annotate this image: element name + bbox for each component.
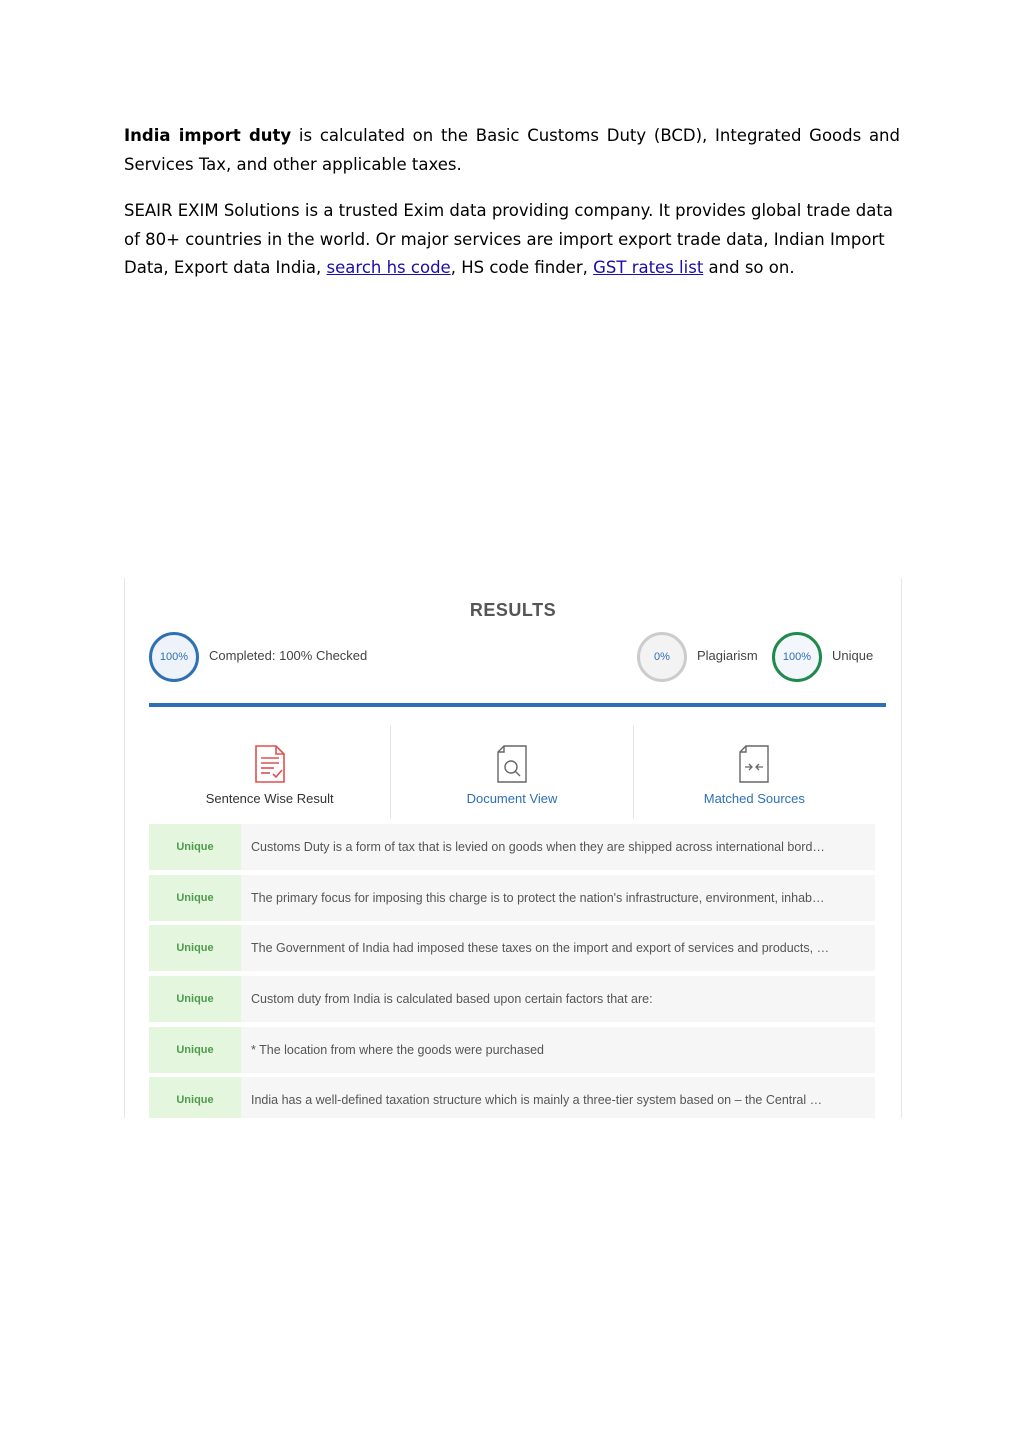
sentence-text: The Government of India had imposed these taxes on the import and export of services and products, …	[251, 941, 830, 956]
sentence-row[interactable]	[149, 925, 875, 971]
status-badge: Unique	[149, 976, 241, 1022]
progress-bar	[149, 703, 886, 707]
status-badge: Unique	[149, 1027, 241, 1073]
paragraph-import-duty-text: is calculated on the Basic Customs Duty (BCD), Integrated Goods and Services Tax, and other applicable taxes.	[124, 126, 900, 174]
completed-percent-circle: 100%	[149, 632, 199, 682]
sentence-text: * The location from where the goods were purchased	[251, 1042, 544, 1057]
tab-matched-sources-label: Matched Sources	[703, 791, 805, 806]
paragraph-seair-text-1: SEAIR EXIM Solutions is a trusted Exim data providing company. It provides global trade data of 80+ countries in the world. Or major services are import export trade data, Indian Import Data, Export data India,	[124, 201, 893, 277]
status-badge: Unique	[149, 925, 241, 971]
sentence-text-cell	[241, 976, 875, 1022]
sentence-text-cell	[241, 925, 875, 971]
result-tabs	[149, 726, 875, 818]
paragraph-seair-text-2: , HS code finder,	[450, 258, 594, 277]
paragraph-seair	[124, 197, 900, 283]
tab-sentence-wise-result[interactable]	[149, 726, 390, 818]
results-title: RESULTS	[469, 600, 557, 620]
sentence-row[interactable]	[149, 824, 875, 870]
status-badge: Unique	[149, 824, 241, 870]
sentence-row[interactable]	[149, 875, 875, 921]
sentence-row[interactable]	[149, 1077, 875, 1118]
tab-document-view[interactable]	[390, 726, 632, 818]
sentence-text: Custom duty from India is calculated based upon certain factors that are:	[251, 992, 653, 1007]
sentence-result-icon	[252, 744, 288, 784]
sentence-text-cell	[241, 1077, 875, 1118]
sentence-results-list	[149, 824, 875, 1118]
sentence-row[interactable]	[149, 1027, 875, 1073]
completed-label: Completed: 100% Checked	[209, 648, 368, 663]
gst-rates-list-link[interactable]: GST rates list	[593, 258, 704, 277]
sentence-text-cell	[241, 824, 875, 870]
matched-sources-icon	[736, 744, 772, 784]
sentence-text: India has a well-defined taxation structure which is mainly a three-tier system based on – the Central …	[251, 1093, 823, 1108]
tab-sentence-wise-result-label: Sentence Wise Result	[205, 791, 334, 806]
sentence-text: The primary focus for imposing this charge is to protect the nation's infrastructure, environment, inhab…	[251, 890, 825, 905]
tab-matched-sources[interactable]	[633, 726, 875, 818]
bold-term-india-import-duty: India import duty	[124, 126, 292, 145]
sentence-text: Customs Duty is a form of tax that is levied on goods when they are shipped across international bord…	[251, 840, 825, 854]
search-hs-code-link[interactable]: search hs code	[326, 258, 451, 277]
plagiarism-results-panel	[124, 578, 902, 1118]
sentence-row[interactable]	[149, 976, 875, 1022]
status-badge: Unique	[149, 1077, 241, 1118]
tab-document-view-label: Document View	[466, 791, 558, 806]
status-badge: Unique	[149, 875, 241, 921]
plagiarism-percent-circle: 0%	[637, 632, 687, 682]
paragraph-import-duty	[124, 122, 900, 179]
document-search-icon	[494, 744, 530, 784]
unique-label: Unique	[832, 648, 874, 663]
sentence-text-cell	[241, 1027, 875, 1073]
unique-percent-circle: 100%	[772, 632, 822, 682]
plagiarism-label: Plagiarism	[697, 648, 758, 663]
sentence-text-cell	[241, 875, 875, 921]
paragraph-seair-text-3: and so on.	[703, 258, 795, 277]
